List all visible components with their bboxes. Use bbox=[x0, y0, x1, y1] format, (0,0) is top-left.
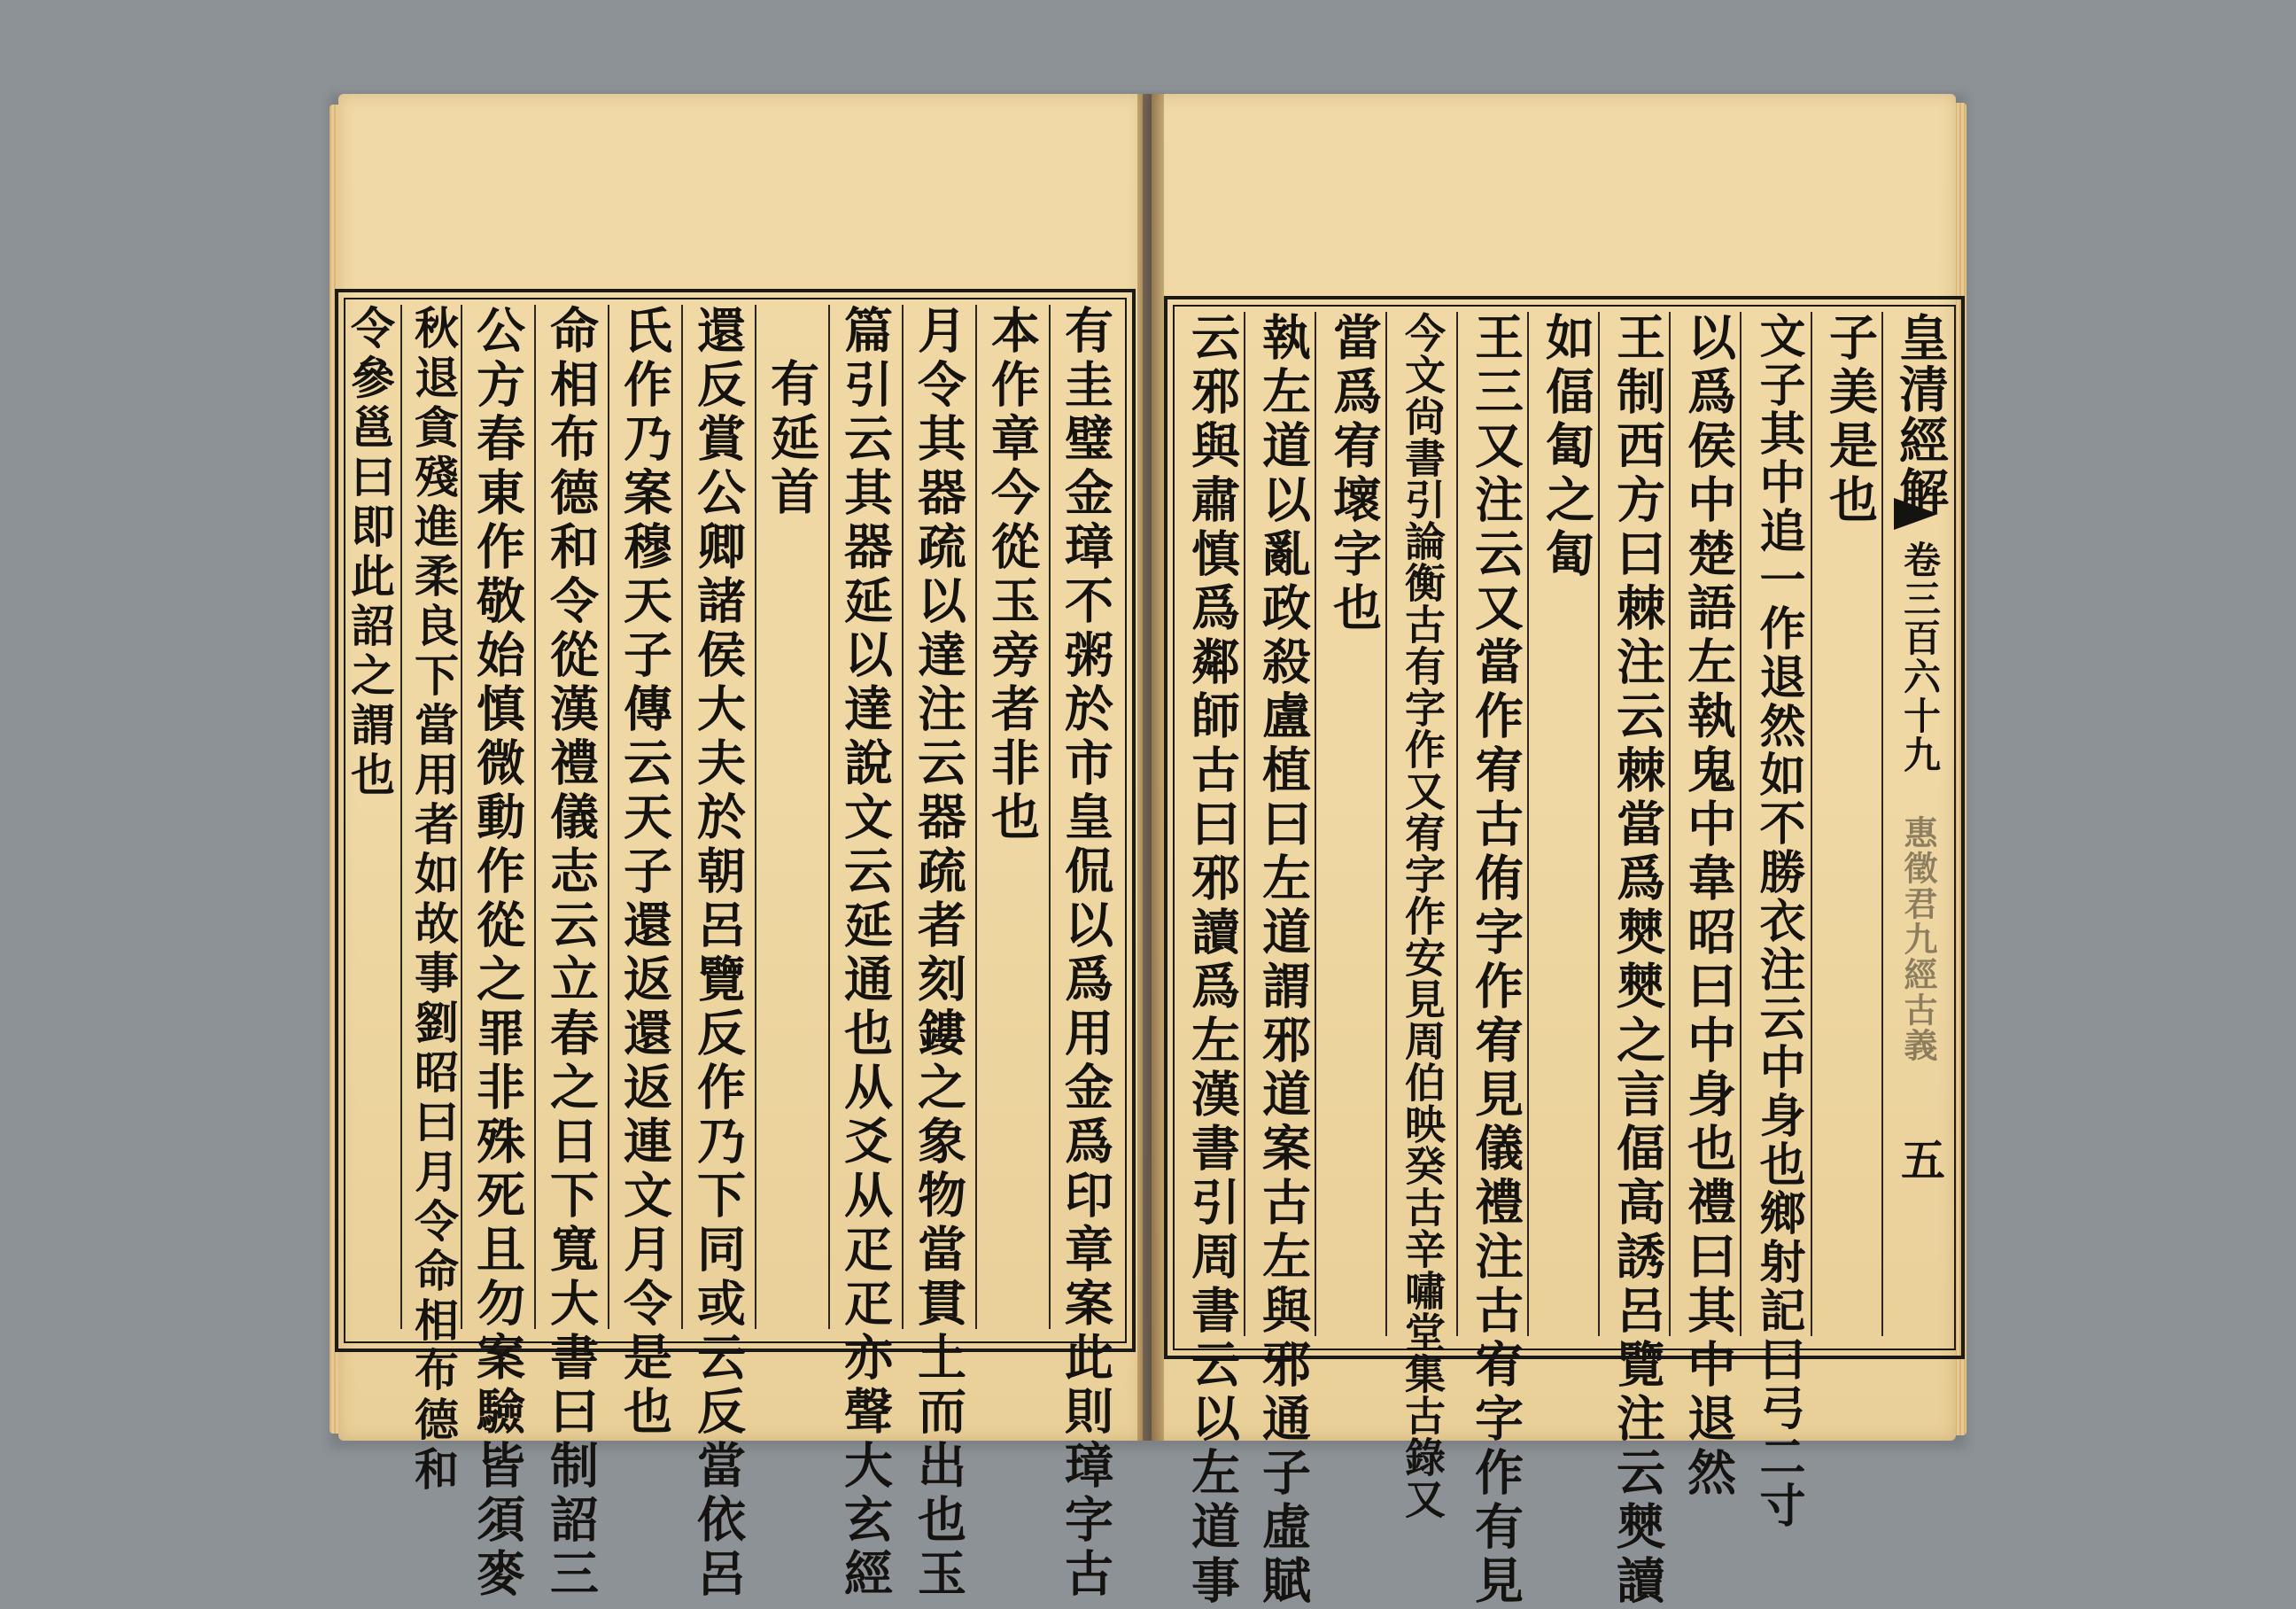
left-rule bbox=[902, 305, 904, 1329]
left-rule bbox=[755, 305, 756, 1329]
right-folio: 五 bbox=[1901, 1134, 1945, 1186]
fish-tail-mark bbox=[1894, 498, 1938, 530]
right-margin-work: 惠徵君九經古義 bbox=[1898, 815, 1938, 1063]
book-gutter bbox=[1137, 94, 1164, 1441]
right-margin-rule bbox=[1881, 312, 1883, 1336]
left-rule bbox=[681, 305, 683, 1329]
right-text-column: 云邪與肅慎爲鄰師古曰邪讀爲左漢書引周書云以左道事 bbox=[1183, 312, 1241, 1609]
right-text-column: 如偪匐之匐 bbox=[1538, 312, 1595, 582]
left-rule bbox=[608, 305, 609, 1329]
left-text-column: 命相布德和令從漢禮儀志云立春之日下寬大書曰制詔三 bbox=[542, 305, 600, 1602]
right-rule bbox=[1669, 312, 1671, 1336]
right-text-column: 以爲侯中楚語左執鬼中韋昭曰中身也禮曰其中退然 bbox=[1679, 312, 1737, 1501]
right-rule bbox=[1385, 312, 1387, 1336]
right-margin-volume: 卷三百六十九 bbox=[1898, 540, 1942, 774]
left-text-column: 有圭璧金璋不粥於市皇侃以爲用金爲印章案此則璋字古 bbox=[1057, 305, 1114, 1602]
left-rule bbox=[828, 305, 830, 1329]
left-rule bbox=[461, 305, 462, 1329]
right-rule bbox=[1598, 312, 1600, 1336]
left-text-column: 篇引云其器延以達說文云延通也从爻从疋疋亦聲大玄經 bbox=[836, 305, 894, 1602]
left-text-column: 公方春東作敬始慎微動作從之罪非殊死且勿案驗皆須麥 bbox=[469, 305, 526, 1602]
left-text-column: 氏作乃案穆天子傳云天子還返還返連文月令是也 bbox=[616, 305, 673, 1440]
right-text-column: 當爲宥壞字也 bbox=[1325, 312, 1383, 636]
right-rule bbox=[1811, 312, 1812, 1336]
left-text-column: 還反賞公卿諸侯大夫於朝呂覽反作乃下同或云反當依呂 bbox=[689, 305, 747, 1602]
right-rule bbox=[1527, 312, 1529, 1336]
left-text-column: 令參邕曰即此詔之謂也 bbox=[344, 305, 396, 801]
left-text-column: 月令其器疏以達注云器疏者刻鏤之象物當貫土而出也玉 bbox=[910, 305, 967, 1602]
right-text-column: 王制西方曰棘注云棘當爲僰僰之言偪高誘呂覽注云僰讀 bbox=[1609, 312, 1666, 1609]
left-text-column: 有延首 bbox=[763, 358, 820, 520]
left-margin-rule bbox=[400, 305, 402, 1329]
left-rule bbox=[975, 305, 977, 1329]
left-rule bbox=[1049, 305, 1051, 1329]
right-rule bbox=[1740, 312, 1741, 1336]
right-rule bbox=[1244, 312, 1245, 1336]
right-rule bbox=[1315, 312, 1316, 1336]
left-rule bbox=[534, 305, 536, 1329]
right-rule bbox=[1456, 312, 1458, 1336]
right-text-column: 執左道以亂政殺盧植曰左道謂邪道案古左與邪通子虛賦 bbox=[1254, 312, 1312, 1609]
left-text-column: 本作章今從玉旁者非也 bbox=[983, 305, 1041, 845]
right-margin-title: 皇清經解 bbox=[1891, 312, 1950, 517]
right-text-column: 今文尙書引論衡古有字作又宥字作安見周伯映癸古辛嘯堂集古錄又 bbox=[1399, 312, 1447, 1520]
right-text-column: 子美是也 bbox=[1821, 312, 1879, 528]
right-text-column: 文子其中追一作退然如不勝衣注云中身也鄉射記曰弓二寸 bbox=[1751, 312, 1805, 1530]
left-text-column: 秋退貪殘進柔良下當用者如故事劉昭曰月令命相布德和 bbox=[407, 305, 460, 1496]
right-text-column: 王三又注云又當作宥古侑字作宥見儀禮注古宥字作有見 bbox=[1467, 312, 1524, 1609]
